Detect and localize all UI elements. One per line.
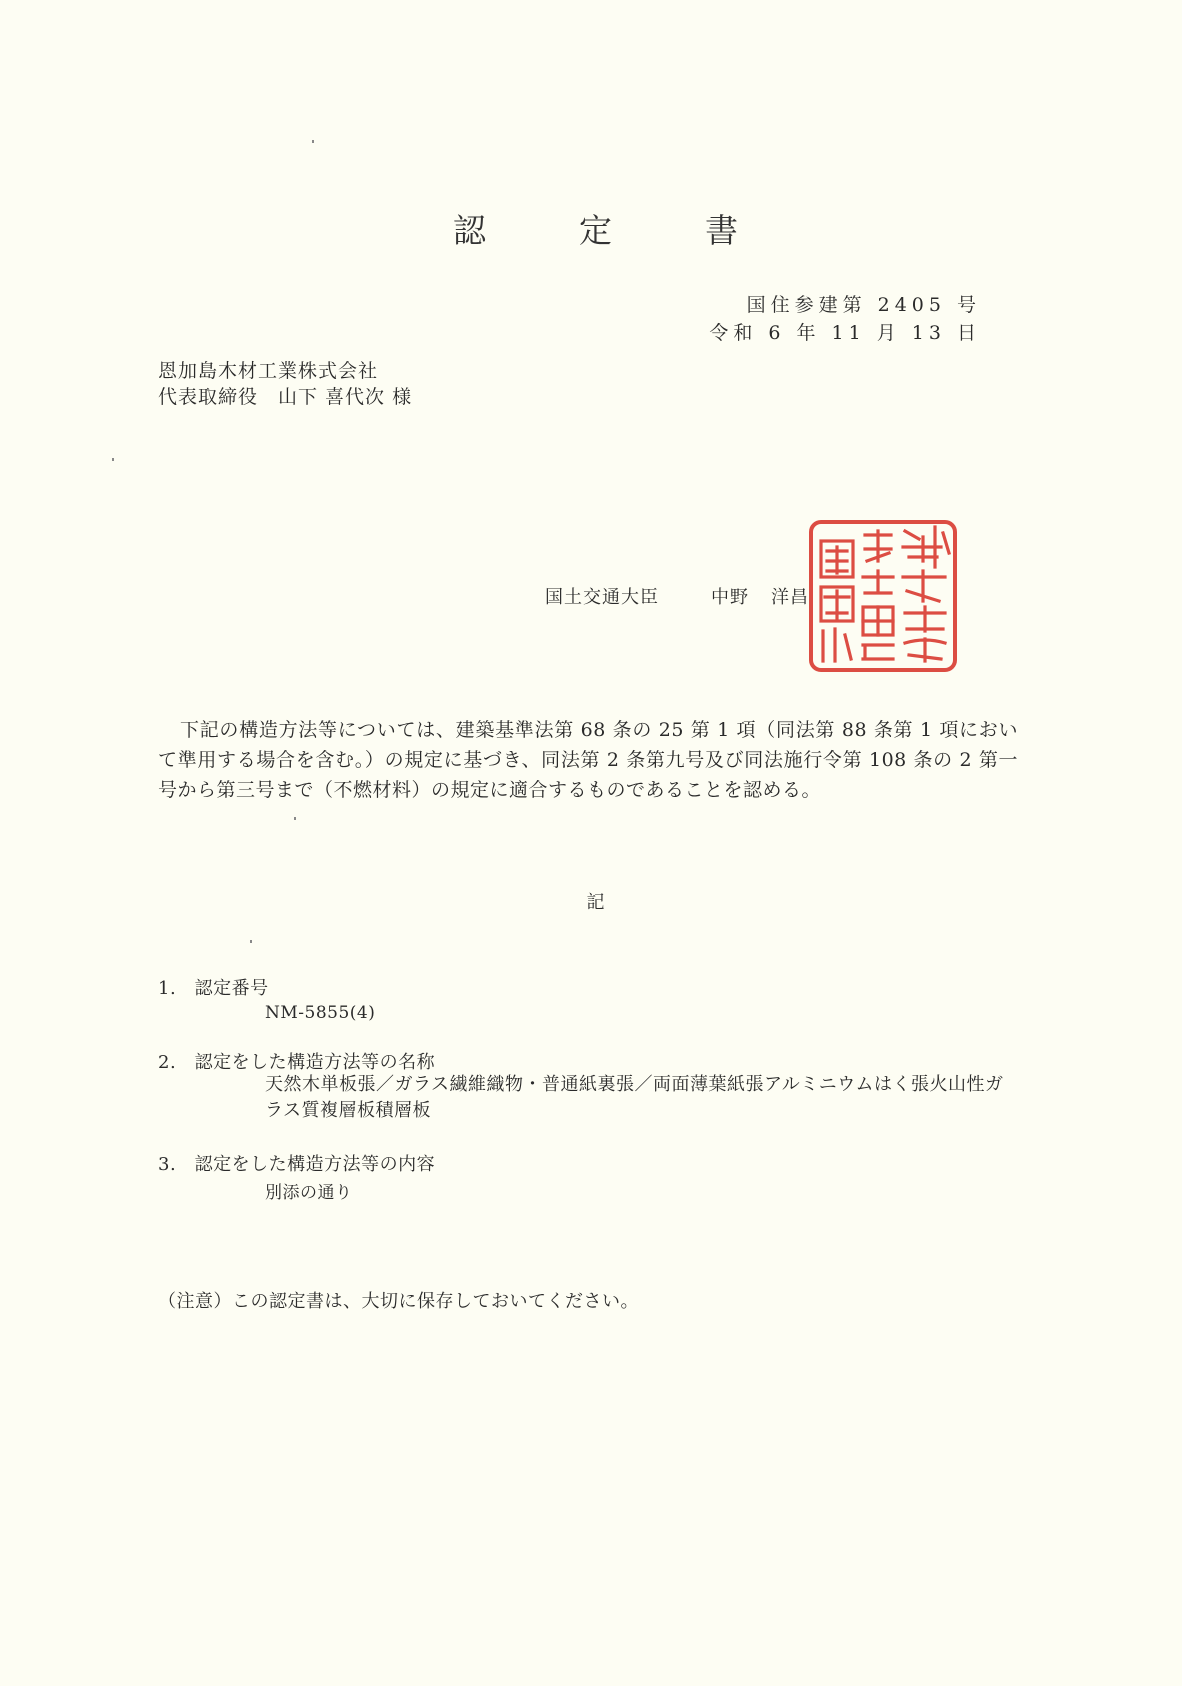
recipient-representative: 代表取締役 山下 喜代次 様 [158, 386, 413, 408]
item-1-label: 1. 認定番号 [158, 978, 269, 999]
issuer-family-name: 中野 [711, 587, 749, 608]
ki-heading: 記 [586, 892, 605, 913]
scan-speck [112, 458, 114, 461]
scan-speck [250, 940, 252, 943]
document-title: 認 定 書 [453, 211, 768, 250]
item-2-value: 天然木単板張／ガラス繊維織物・普通紙裏張／両面薄葉紙張アルミニウムはく張火山性ガラス質複層板積層板 [265, 1074, 1004, 1121]
page-edge [1182, 0, 1191, 1686]
issuer-title: 国土交通大臣 [545, 587, 659, 608]
issuer-line [545, 583, 809, 609]
scan-speck [294, 817, 296, 820]
issuer-given-name: 洋昌 [771, 587, 809, 608]
certification-paragraph: 下記の構造方法等については、建築基準法第 68 条の 25 第 1 項（同法第 88 条第 1 項において準用する場合を含む。）の規定に基づき、同法第 2 条第九号及び同法施行令第 108 条の 2 第一号から第三号まで（不燃材料）の規定に適合するものであることを認める。 [158, 719, 1018, 801]
scan-speck [312, 140, 314, 143]
document-date: 令和 6 年 11 月 13 日 [709, 322, 981, 344]
official-seal-stamp [805, 517, 961, 675]
document-number: 国住参建第 2405 号 [746, 294, 981, 316]
recipient-company: 恩加島木材工業株式会社 [158, 360, 379, 382]
item-1-value: NM-5855(4) [265, 1003, 376, 1023]
item-3-value: 別添の通り [265, 1183, 353, 1203]
item-2-label: 2. 認定をした構造方法等の名称 [158, 1052, 436, 1073]
item-3-label: 3. 認定をした構造方法等の内容 [158, 1154, 436, 1175]
storage-note: （注意）この認定書は、大切に保存しておいてください。 [158, 1291, 639, 1312]
